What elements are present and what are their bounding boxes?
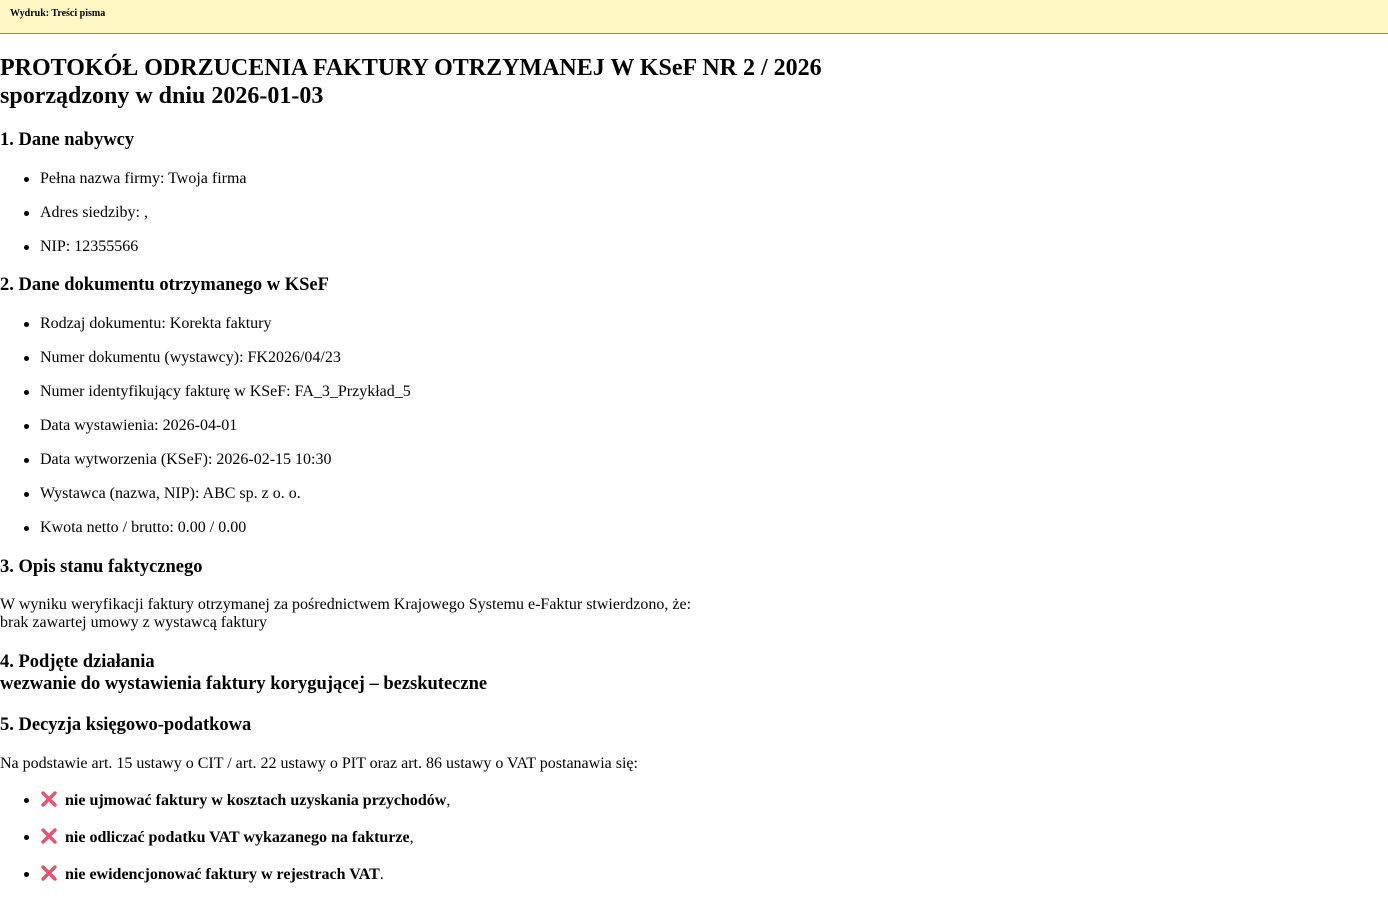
list-item: Numer dokumentu (wystawcy): FK2026/04/23 xyxy=(0,348,411,382)
print-header-bar xyxy=(0,0,1388,34)
facts-line1: W wyniku weryfikacji faktury otrzymanej za pośrednictwem Krajowego Systemu e-Faktur stwierdzono, że: xyxy=(0,596,692,613)
list-item: Rodzaj dokumentu: Korekta faktury xyxy=(0,314,411,348)
decision-item-text: nie ewidencjonować faktury w rejestrach VAT xyxy=(65,866,380,883)
decision-list xyxy=(0,790,450,901)
section-heading-facts: 3. Opis stanu faktycznego xyxy=(0,557,203,577)
decision-item xyxy=(0,827,450,864)
decision-item xyxy=(0,790,450,827)
cross-mark-icon xyxy=(40,790,58,808)
buyer-details-list xyxy=(0,169,247,271)
section-heading-document: 2. Dane dokumentu otrzymanego w KSeF xyxy=(0,275,329,295)
list-item: Data wytworzenia (KSeF): 2026-02-15 10:30 xyxy=(0,450,411,484)
list-item: Wystawca (nazwa, NIP): ABC sp. z o. o. xyxy=(0,484,411,518)
document-title-line2: sporządzony w dniu 2026-01-03 xyxy=(0,83,324,109)
decision-item-punct: , xyxy=(409,829,414,846)
facts-paragraph xyxy=(0,596,691,632)
list-item: NIP: 12355566 xyxy=(0,237,247,271)
document-details-list xyxy=(0,314,411,552)
section-heading-decision: 5. Decyzja księgowo-podatkowa xyxy=(0,715,252,735)
cross-mark-icon xyxy=(40,827,58,845)
decision-item-punct: , xyxy=(446,792,451,809)
document-title xyxy=(0,54,822,110)
actions-text: wezwanie do wystawienia faktury korygującej – bezskuteczne xyxy=(0,674,488,694)
section-heading-buyer: 1. Dane nabywcy xyxy=(0,130,135,150)
decision-item xyxy=(0,864,450,901)
decision-item-punct: . xyxy=(379,866,384,883)
print-header-label: Wydruk: Treści pisma xyxy=(10,8,106,19)
actions-heading: 4. Podjęte działania xyxy=(0,652,155,672)
list-item: Pełna nazwa firmy: Twoja firma xyxy=(0,169,247,203)
decision-item-text: nie odliczać podatku VAT wykazanego na fakturze xyxy=(65,829,410,846)
section-heading-actions xyxy=(0,651,487,695)
decision-intro: Na podstawie art. 15 ustawy o CIT / art. 22 ustawy o PIT oraz art. 86 ustawy o VAT postanawia się: xyxy=(0,755,638,772)
document-title-line1: PROTOKÓŁ ODRZUCENIA FAKTURY OTRZYMANEJ W KSeF NR 2 / 2026 xyxy=(0,55,822,81)
list-item: Numer identyfikujący fakturę w KSeF: FA_3_Przykład_5 xyxy=(0,382,411,416)
decision-item-text: nie ujmować faktury w kosztach uzyskania przychodów xyxy=(65,792,447,809)
list-item: Data wystawienia: 2026-04-01 xyxy=(0,416,411,450)
list-item: Adres siedziby: , xyxy=(0,203,247,237)
list-item: Kwota netto / brutto: 0.00 / 0.00 xyxy=(0,518,411,552)
facts-line2: brak zawartej umowy z wystawcą faktury xyxy=(0,614,267,631)
cross-mark-icon xyxy=(40,864,58,882)
